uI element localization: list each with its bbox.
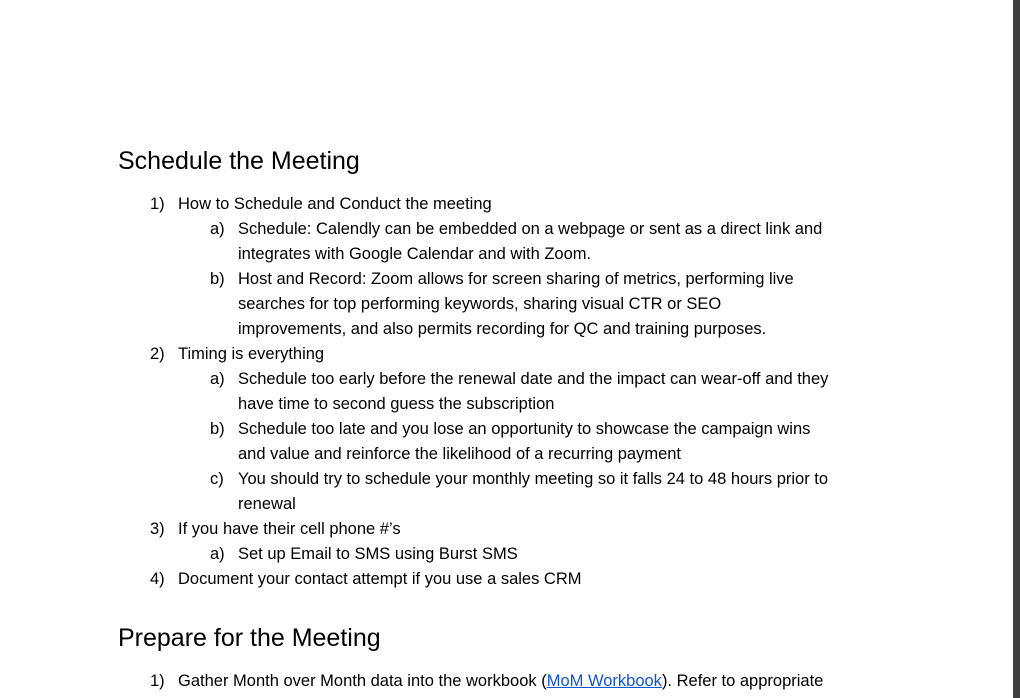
list-item-text: Gather Month over Month data into the workbook ( — [178, 672, 547, 690]
sublist-marker: c) — [210, 470, 224, 488]
list-marker: 2) — [150, 345, 165, 363]
list-marker: 3) — [150, 520, 165, 538]
list-item-text: ). Refer to appropriate — [661, 672, 824, 690]
list-item: If you have their cell phone #’s — [178, 520, 401, 538]
sublist-marker: a) — [210, 545, 225, 563]
list-item: Document your contact attempt if you use a sales CRM — [178, 570, 582, 588]
list-marker: 4) — [150, 570, 165, 588]
section-heading-schedule: Schedule the Meeting — [118, 147, 360, 175]
list-marker: 1) — [150, 195, 165, 213]
sublist-item: Schedule too early before the renewal date and the impact can wear-off and they — [238, 370, 829, 388]
sublist-item-continuation: integrates with Google Calendar and with Zoom. — [238, 245, 592, 263]
sublist-item-continuation: searches for top performing keywords, sharing visual CTR or SEO — [238, 295, 722, 313]
sublist-item-continuation: have time to second guess the subscription — [238, 395, 555, 413]
sublist-item: Set up Email to SMS using Burst SMS — [238, 545, 518, 563]
section-heading-prepare: Prepare for the Meeting — [118, 624, 381, 652]
list-item — [178, 671, 823, 691]
sublist-item: Schedule too late and you lose an opportunity to showcase the campaign wins — [238, 420, 811, 438]
sublist-marker: b) — [210, 270, 225, 288]
list-item: How to Schedule and Conduct the meeting — [178, 195, 492, 213]
sublist-item: You should try to schedule your monthly meeting so it falls 24 to 48 hours prior to — [238, 470, 829, 488]
list-item: Timing is everything — [178, 345, 325, 363]
mom-workbook-link[interactable]: MoM Workbook — [546, 672, 662, 690]
sublist-marker: a) — [210, 370, 225, 388]
sublist-item-continuation: and value and reinforce the likelihood of a recurring payment — [238, 445, 682, 463]
sublist-item: Schedule: Calendly can be embedded on a webpage or sent as a direct link and — [238, 220, 823, 238]
sublist-item: Host and Record: Zoom allows for screen sharing of metrics, performing live — [238, 270, 794, 288]
sublist-marker: a) — [210, 220, 225, 238]
sublist-item-continuation: renewal — [238, 495, 296, 513]
page-edge-border — [1013, 0, 1020, 698]
list-marker: 1) — [150, 672, 165, 690]
sublist-item-continuation: improvements, and also permits recording for QC and training purposes. — [238, 320, 767, 338]
sublist-marker: b) — [210, 420, 225, 438]
